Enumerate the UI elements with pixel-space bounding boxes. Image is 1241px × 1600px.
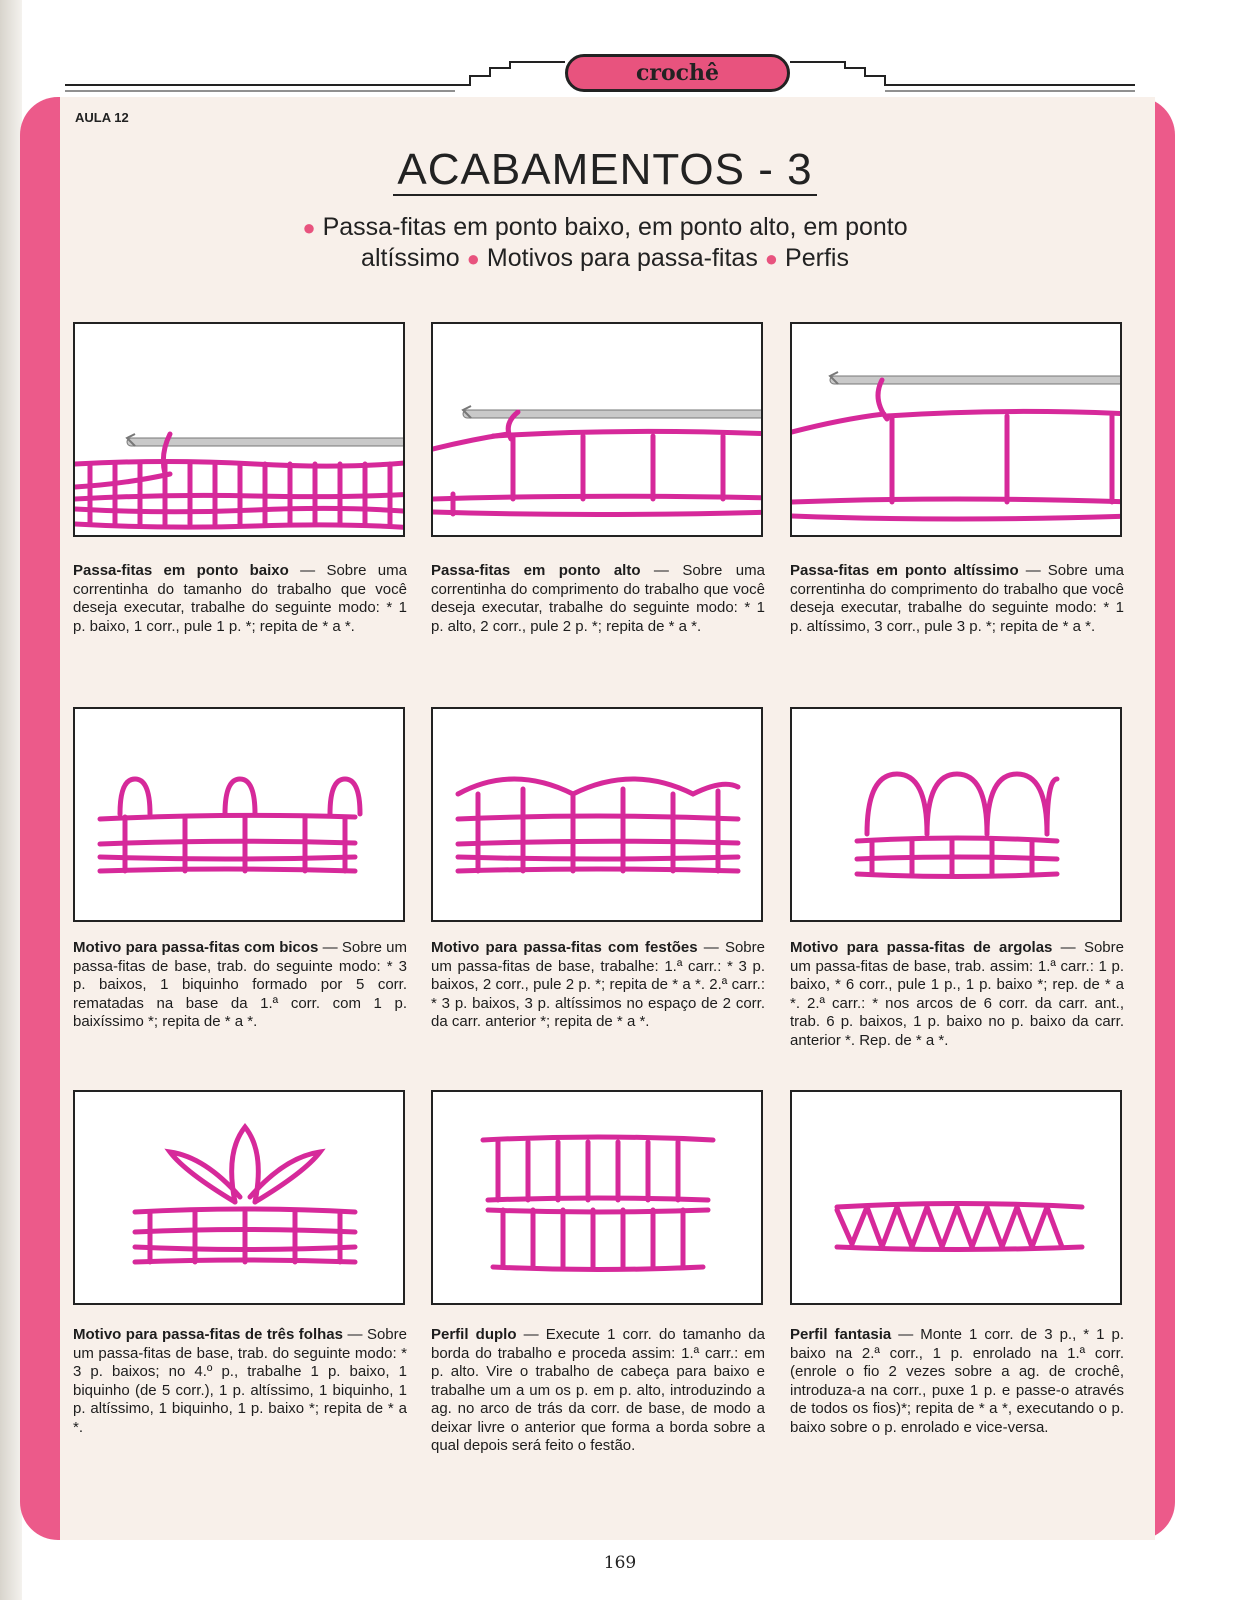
figure-perfil-fantasia bbox=[790, 1090, 1122, 1305]
subtitle-part: Passa-fitas em ponto baixo, em ponto alto, em ponto bbox=[322, 213, 908, 241]
bullet-icon: ● bbox=[764, 246, 779, 271]
crochet-illustration bbox=[433, 324, 763, 537]
subtitle-part: Perfis bbox=[785, 244, 849, 272]
figure-perfil-duplo bbox=[431, 1090, 763, 1305]
subtitle-part: Motivos para passa-fitas bbox=[486, 244, 758, 272]
figure-motivo-tres-folhas bbox=[73, 1090, 405, 1305]
caption-passa-fitas-ponto-baixo: Passa-fitas em ponto baixo — Sobre uma correntinha do tamanho do trabalho que você deseja executar, trabalhe do seguinte modo: * 1 p. baixo, 1 corr., pule 1 p. *; repita de * a *. bbox=[73, 562, 407, 635]
section-label: crochê bbox=[565, 54, 790, 92]
caption-perfil-fantasia: Perfil fantasia — Monte 1 corr. de 3 p., * 1 p. baixo na 2.ª corr., 1 p. enrolado na 1.ª corr. (enrole o fio 2 vezes sobre a ag. de crochê, introduza-a na corr., puxe 1 p. e passe-o através de todos os fios)*; repita de * a *, executando o p. baixo sobre o p. enrolado e vice-versa. bbox=[790, 1326, 1125, 1436]
lesson-number: AULA 12 bbox=[75, 110, 129, 125]
crochet-illustration bbox=[433, 709, 763, 922]
caption-motivo-bicos: Motivo para passa-fitas com bicos — Sobre um passa-fitas de base, trab. do seguinte modo: * 3 p. baixos, 1 biquinho formado por 5 corr. rematadas na base da 1.ª corr. com 1 p. baixíssimo *; repita de * a *. bbox=[73, 939, 407, 1030]
caption-passa-fitas-ponto-altissimo: Passa-fitas em ponto altíssimo — Sobre uma correntinha do comprimento do trabalho que você deseja executar, trabalhe do seguinte modo: * 1 p. altíssimo, 3 corr., pule 3 p. *; repita de * a *. bbox=[790, 562, 1124, 635]
crochet-illustration bbox=[792, 709, 1122, 922]
figure-motivo-bicos bbox=[73, 707, 405, 922]
crochet-illustration bbox=[75, 709, 405, 922]
crochet-illustration bbox=[792, 324, 1122, 537]
figure-motivo-festoes bbox=[431, 707, 763, 922]
figure-passa-fitas-ponto-baixo bbox=[73, 322, 405, 537]
page-subtitle bbox=[200, 212, 1010, 274]
bullet-icon: ● bbox=[466, 246, 480, 271]
crochet-illustration bbox=[75, 1092, 405, 1305]
caption-passa-fitas-ponto-alto: Passa-fitas em ponto alto — Sobre uma correntinha do comprimento do trabalho que você deseja executar, trabalhe do seguinte modo: * 1 p. alto, 2 corr., pule 2 p. *; repita de * a *. bbox=[431, 562, 765, 635]
bullet-icon: ● bbox=[302, 215, 316, 240]
crochet-illustration bbox=[792, 1092, 1122, 1305]
caption-perfil-duplo: Perfil duplo — Execute 1 corr. do tamanho da borda do trabalho e proceda assim: 1.ª carr.: em p. alto. Vire o trabalho de cabeça para baixo e trabalhe um a um os p. em p. alto, introduzindo a ag. no arco de trás da corr. de base, de modo a deixar livre o anterior que forma a borda sobre a qual depois será feito o festão. bbox=[431, 1326, 765, 1454]
figure-passa-fitas-ponto-alto bbox=[431, 322, 763, 537]
page-number: 169 bbox=[603, 1553, 637, 1573]
page-edge-shadow bbox=[0, 0, 22, 1600]
crochet-illustration bbox=[75, 324, 405, 537]
caption-motivo-festoes: Motivo para passa-fitas com festões — Sobre um passa-fitas de base, trabalhe: 1.ª carr.: * 3 p. baixos, 2 corr., pule 2 p. *; repita de * a *. 2.ª carr.: * 3 p. baixos, 3 p. altíssimos no espaço de 2 corr. da carr. anterior *; repita de * a *. bbox=[431, 939, 765, 1030]
figure-passa-fitas-ponto-altissimo bbox=[790, 322, 1122, 537]
caption-motivo-argolas: Motivo para passa-fitas de argolas — Sobre um passa-fitas de base, trab. assim: 1.ª carr.: 1 p. baixo, * 6 corr., pule 1 p., 1 p. baixo *; rep. de * a *. 2.ª carr.: * nos arcos de 6 corr. da carr. ant., trab. 6 p. baixos, 1 p. baixo no p. baixo da carr. anterior *. Rep. de * a *. bbox=[790, 939, 1124, 1049]
figure-motivo-argolas bbox=[790, 707, 1122, 922]
page-title: ACABAMENTOS - 3 bbox=[300, 145, 910, 195]
crochet-illustration bbox=[433, 1092, 763, 1305]
subtitle-part: altíssimo bbox=[361, 244, 460, 272]
caption-motivo-tres-folhas: Motivo para passa-fitas de três folhas — Sobre um passa-fitas de base, trab. do seguinte modo: * 3 p. baixos; no 4.º p., trabalhe 1 p. baixo, 1 biquinho (de 5 corr.), 1 p. altíssimo, 1 biquinho, 1 p. altíssimo, 1 biquinho, 1 p. baixo *; repita de * a *. bbox=[73, 1326, 407, 1436]
